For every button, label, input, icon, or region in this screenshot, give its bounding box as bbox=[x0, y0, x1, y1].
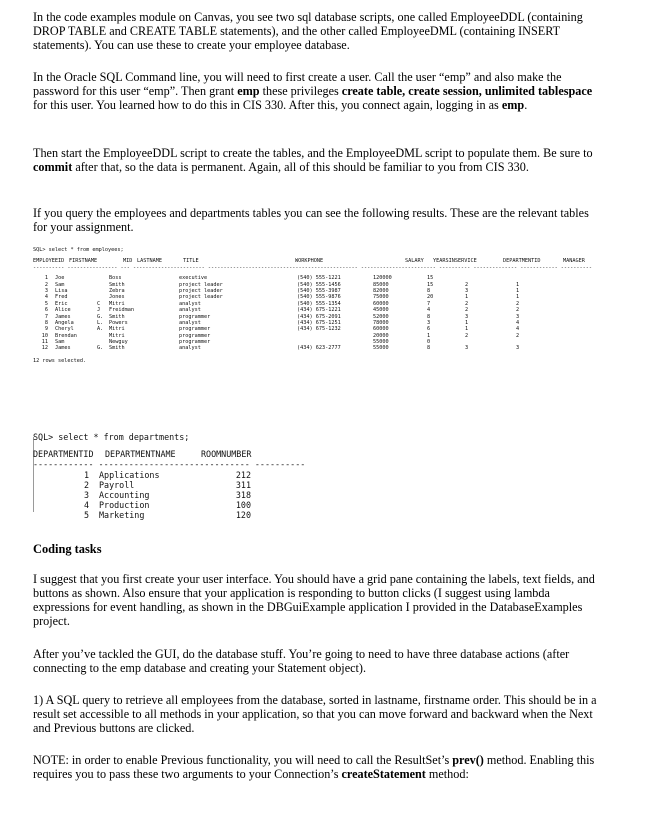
employee-cell: Joe bbox=[55, 275, 65, 282]
employee-cell: 4 bbox=[516, 319, 520, 326]
create-user-text-4: . bbox=[524, 98, 528, 112]
employee-cell: Sam bbox=[55, 281, 65, 288]
employee-cell: 75000 bbox=[373, 294, 389, 301]
employee-cell: 15 bbox=[427, 275, 434, 282]
employee-cell: 9 bbox=[44, 326, 48, 333]
employee-cell: 2 bbox=[465, 281, 469, 288]
employee-cell: 8 bbox=[427, 287, 431, 294]
employee-cell: Smith bbox=[109, 281, 125, 288]
employee-cell: 10 bbox=[41, 332, 48, 339]
employee-cell: 12 bbox=[41, 345, 48, 352]
privileges-bold: create table, create session, unlimited tablespace bbox=[341, 84, 593, 98]
employee-cell: (434) 675-1221 bbox=[297, 307, 341, 314]
paragraph-gui bbox=[33, 572, 601, 628]
department-cell: 4 bbox=[83, 500, 89, 511]
employees-prompt: SQL> select * from employees; bbox=[33, 247, 124, 253]
employee-cell: 3 bbox=[44, 287, 48, 294]
employee-cell: Alice bbox=[55, 307, 71, 314]
employee-cell: Freidman bbox=[109, 307, 134, 314]
employee-cell: (540) 555-1221 bbox=[297, 275, 341, 282]
employee-cell: 60000 bbox=[373, 300, 389, 307]
employee-cell: 4 bbox=[44, 294, 48, 301]
employee-cell: (434) 675-1232 bbox=[297, 326, 341, 333]
employee-cell: 1 bbox=[516, 294, 520, 301]
employee-cell: analyst bbox=[179, 300, 201, 307]
employee-cell: 3 bbox=[427, 319, 431, 326]
employee-cell: Brendan bbox=[55, 332, 77, 339]
employees-header-cell: FIRSTNAME bbox=[69, 258, 98, 265]
note-text-3: method: bbox=[425, 767, 469, 781]
query-results-text: If you query the employees and departments tables you can see the following results. These are the relevant tables for your assignment. bbox=[33, 206, 589, 234]
employee-cell: 20 bbox=[427, 294, 434, 301]
employee-cell: 3 bbox=[516, 313, 520, 320]
department-row bbox=[33, 470, 263, 480]
employee-cell: project leader bbox=[179, 281, 223, 288]
database-text: After you’ve tackled the GUI, do the database stuff. You’re going to need to have three database actions (after connecting to the emp database and creating your Statement object). bbox=[33, 647, 570, 675]
employee-cell: 85000 bbox=[373, 281, 389, 288]
employee-cell: (540) 555-1456 bbox=[297, 281, 341, 288]
department-cell: Marketing bbox=[99, 510, 145, 521]
employees-header-cell: TITLE bbox=[183, 258, 199, 265]
employee-cell: 78000 bbox=[373, 319, 389, 326]
employee-cell: (434) 675-1251 bbox=[297, 319, 341, 326]
departments-prompt: SQL> select * from departments; bbox=[33, 432, 190, 442]
employee-cell: 0 bbox=[427, 339, 431, 346]
employee-cell: J bbox=[97, 307, 101, 314]
employee-cell: 2 bbox=[516, 300, 520, 307]
paragraph-note bbox=[33, 753, 601, 781]
department-cell: 212 bbox=[235, 469, 251, 480]
departments-query-output bbox=[33, 432, 306, 521]
employee-cell: analyst bbox=[179, 319, 201, 326]
employee-cell: 2 bbox=[465, 300, 469, 307]
gui-text: I suggest that you first create your user interface. You should have a grid pane containing the labels, text fields, and buttons as shown. Also ensure that your application is responding to button clicks (I suggest using lambda expressions for event handling, as shown in the DBGuiExample application I provided in the DatabaseExamples project. bbox=[33, 572, 595, 628]
employee-cell: 2 bbox=[516, 332, 520, 339]
employee-cell: programmer bbox=[179, 332, 211, 339]
employee-cell: 7 bbox=[44, 313, 48, 320]
employee-cell: (540) 555-3987 bbox=[297, 287, 341, 294]
commit-bold: commit bbox=[33, 160, 73, 174]
employee-cell: 120000 bbox=[373, 275, 392, 282]
employee-cell: 8 bbox=[427, 345, 431, 352]
department-cell: Accounting bbox=[99, 489, 150, 500]
employee-cell: 45000 bbox=[373, 307, 389, 314]
employee-cell: 6 bbox=[44, 307, 48, 314]
paragraph-query-results bbox=[33, 206, 601, 234]
employee-cell: Cheryl bbox=[55, 326, 74, 333]
department-cell: 3 bbox=[83, 489, 89, 500]
employee-cell: 60000 bbox=[373, 326, 389, 333]
coding-tasks-heading: Coding tasks bbox=[33, 542, 102, 556]
departments-header-row bbox=[33, 449, 263, 459]
employee-cell: 3 bbox=[465, 345, 469, 352]
employees-header-cell: SALARY bbox=[405, 258, 424, 265]
employees-query-output bbox=[33, 247, 638, 364]
emp-bold-1: emp bbox=[237, 84, 260, 98]
employees-header-cell: YEARSINSERVICE bbox=[433, 258, 477, 265]
department-row bbox=[33, 490, 263, 500]
employee-cell: project leader bbox=[179, 287, 223, 294]
employee-cell: G. bbox=[97, 345, 104, 352]
employee-cell: 2 bbox=[465, 332, 469, 339]
employee-cell: 1 bbox=[516, 281, 520, 288]
department-cell: 1 bbox=[83, 469, 89, 480]
note-text-2: method. Enabling this requires you to pass these two arguments to your Connection’s bbox=[33, 753, 595, 781]
employees-header-cell: EMPLOYEEID bbox=[33, 258, 65, 265]
employee-cell: Jones bbox=[109, 294, 125, 301]
employee-cell: 55000 bbox=[373, 339, 389, 346]
department-cell: Payroll bbox=[99, 479, 135, 490]
employee-cell: Zebra bbox=[109, 287, 125, 294]
employee-cell: 5 bbox=[44, 300, 48, 307]
scripts-text-2: after that, so the data is permanent. Again, all of this should be familiar to you from CIS 330. bbox=[72, 160, 529, 174]
employee-cell: 7 bbox=[427, 300, 431, 307]
employee-cell: 11 bbox=[41, 339, 48, 346]
note-text-1: NOTE: in order to enable Previous functionality, you will need to call the ResultSet’s bbox=[33, 753, 453, 767]
employees-rows bbox=[33, 275, 638, 352]
sql-query-text: 1) A SQL query to retrieve all employees from the database, sorted in lastname, firstname order. This should be in a result set accessible to all methods in your application, so that you can move forward and backward when the Next and Previous buttons are clicked. bbox=[33, 693, 597, 735]
employees-header-cell: LASTNAME bbox=[137, 258, 162, 265]
employee-cell: James bbox=[55, 313, 71, 320]
employee-cell: 2 bbox=[465, 307, 469, 314]
employees-separator: ---------- ---------------- --- ----------------------- ------------------------------------------------ ------------------------ ---------- -------------- ------------ ---------- bbox=[33, 264, 593, 271]
employee-cell: (540) 555-9876 bbox=[297, 294, 341, 301]
departments-header-cell: ROOMNUMBER bbox=[201, 449, 252, 460]
paragraph-intro bbox=[33, 10, 601, 52]
department-cell: 311 bbox=[235, 479, 251, 490]
employee-cell: 2 bbox=[44, 281, 48, 288]
employee-cell: Mitri bbox=[109, 300, 125, 307]
employee-cell: Smith bbox=[109, 345, 125, 352]
employee-cell: 1 bbox=[465, 319, 469, 326]
employee-cell: Fred bbox=[55, 294, 68, 301]
employee-cell: analyst bbox=[179, 307, 201, 314]
employee-cell: 6 bbox=[427, 326, 431, 333]
department-cell: Applications bbox=[99, 469, 160, 480]
employee-cell: 3 bbox=[465, 313, 469, 320]
employee-cell: 1 bbox=[465, 326, 469, 333]
employee-cell: 2 bbox=[516, 307, 520, 314]
employee-cell: Mitri bbox=[109, 332, 125, 339]
department-cell: 318 bbox=[235, 489, 251, 500]
department-row bbox=[33, 480, 263, 490]
employee-cell: G. bbox=[97, 313, 104, 320]
employee-cell: programmer bbox=[179, 326, 211, 333]
employee-cell: 4 bbox=[516, 326, 520, 333]
paragraph-sql-query bbox=[33, 693, 601, 735]
employee-cell: Newguy bbox=[109, 339, 128, 346]
employee-cell: James bbox=[55, 345, 71, 352]
departments-header-cell: DEPARTMENTID bbox=[33, 449, 94, 460]
employee-cell: C bbox=[97, 300, 101, 307]
employee-cell: Eric bbox=[55, 300, 68, 307]
department-row bbox=[33, 500, 263, 510]
employee-cell: L. bbox=[97, 319, 104, 326]
employee-cell: (540) 555-1354 bbox=[297, 300, 341, 307]
employee-cell: 52000 bbox=[373, 313, 389, 320]
department-cell: 2 bbox=[83, 479, 89, 490]
employee-cell: Powers bbox=[109, 319, 128, 326]
employee-cell: 8 bbox=[44, 319, 48, 326]
employees-footer: 12 rows selected. bbox=[33, 357, 87, 364]
employee-cell: 3 bbox=[465, 287, 469, 294]
create-user-text-3: for this user. You learned how to do this in CIS 330. After this, you connect again, logging in as bbox=[33, 98, 502, 112]
intro-text: In the code examples module on Canvas, you see two sql database scripts, one called EmployeeDDL (containing DROP TABLE and CREATE TABLE statements), and the other called EmployeeDML (containing INSERT statements). You can use these to create your employee database. bbox=[33, 10, 583, 52]
employees-header-cell: MID bbox=[123, 258, 133, 265]
employee-cell: Boss bbox=[109, 275, 122, 282]
employee-cell: 20000 bbox=[373, 332, 389, 339]
employee-cell: 1 bbox=[465, 294, 469, 301]
department-row bbox=[33, 510, 263, 520]
department-cell: 120 bbox=[235, 510, 251, 521]
employee-cell: executive bbox=[179, 275, 208, 282]
paragraph-database bbox=[33, 647, 601, 675]
employee-cell: Smith bbox=[109, 313, 125, 320]
paragraph-scripts bbox=[33, 146, 601, 174]
departments-header-cell: DEPARTMENTNAME bbox=[105, 449, 176, 460]
employee-cell: 1 bbox=[427, 332, 431, 339]
departments-rows bbox=[33, 470, 263, 521]
department-cell: 5 bbox=[83, 510, 89, 521]
employees-header-cell: DEPARTMENTID bbox=[503, 258, 541, 265]
employee-cell: (434) 623-2777 bbox=[297, 345, 341, 352]
scripts-text-1: Then start the EmployeeDDL script to create the tables, and the EmployeeDML script to populate them. Be sure to bbox=[33, 146, 593, 160]
departments-separator: ------------ ------------------------------ ---------- bbox=[33, 459, 306, 470]
create-user-text-2: these privileges bbox=[259, 84, 342, 98]
employee-cell: 55000 bbox=[373, 345, 389, 352]
employee-cell: 8 bbox=[427, 313, 431, 320]
employee-cell: 3 bbox=[516, 345, 520, 352]
employees-header-cell: WORKPHONE bbox=[295, 258, 324, 265]
employee-cell: 1 bbox=[44, 275, 48, 282]
employees-header-cell: MANAGER bbox=[563, 258, 585, 265]
employee-cell: 4 bbox=[427, 307, 431, 314]
employee-cell: analyst bbox=[179, 345, 201, 352]
paragraph-create-user bbox=[33, 70, 601, 112]
employee-cell: project leader bbox=[179, 294, 223, 301]
create-user-text-1: In the Oracle SQL Command line, you will need to first create a user. Call the user “emp” and also make the password for this user “emp”. Then grant bbox=[33, 70, 562, 98]
employee-cell: programmer bbox=[179, 313, 211, 320]
employee-cell: programmer bbox=[179, 339, 211, 346]
create-statement-bold: createStatement bbox=[341, 767, 426, 781]
prev-method-bold: prev() bbox=[452, 753, 484, 767]
employee-cell: 15 bbox=[427, 281, 434, 288]
employee-cell: Mitri bbox=[109, 326, 125, 333]
employee-cell: A. bbox=[97, 326, 104, 333]
department-cell: 100 bbox=[235, 500, 251, 511]
employee-cell: 82000 bbox=[373, 287, 389, 294]
employee-cell: (434) 675-2091 bbox=[297, 313, 341, 320]
emp-bold-2: emp bbox=[501, 98, 525, 112]
employee-cell: 1 bbox=[516, 287, 520, 294]
employee-cell: Sam bbox=[55, 339, 65, 346]
employee-cell: Lisa bbox=[55, 287, 68, 294]
department-cell: Production bbox=[99, 500, 150, 511]
employee-cell: Angela bbox=[55, 319, 74, 326]
